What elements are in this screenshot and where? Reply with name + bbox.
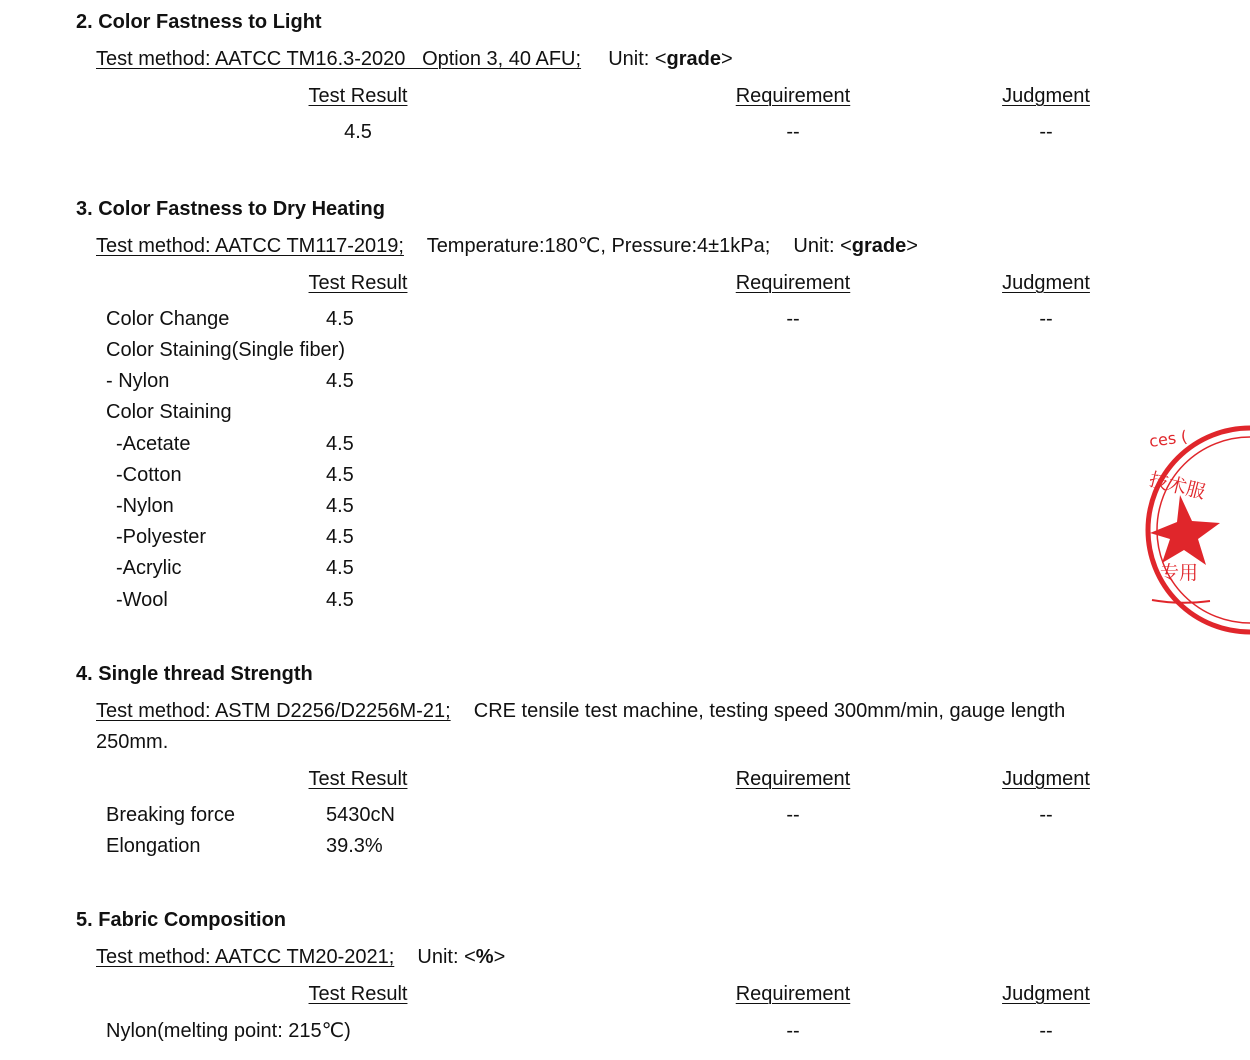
row-breaking-force-result: 5430cN	[326, 804, 395, 826]
row-acrylic-result: 4.5	[326, 557, 354, 579]
section-5-heading: 5. Fabric Composition	[76, 909, 287, 931]
section-5-unit-value: %	[475, 946, 494, 968]
stamp-text-top: ces (	[1147, 426, 1189, 451]
red-seal-stamp-icon	[1100, 405, 1250, 655]
row-acetate-label: -Acetate	[116, 433, 191, 455]
row-nylon-result: 4.5	[326, 495, 354, 517]
section-3-heading: 3. Color Fastness to Dry Heating	[76, 198, 385, 220]
section-3-unit-suffix: >	[906, 235, 918, 257]
row-nylon-composition-judgment: --	[1039, 1020, 1053, 1042]
section-4-conditions-cont: 250mm.	[96, 731, 169, 753]
section-3-conditions: Temperature:180℃, Pressure:4±1kPa;	[426, 235, 771, 257]
row-cotton-label: -Cotton	[116, 464, 182, 486]
row-breaking-force-judgment: --	[1039, 804, 1053, 826]
section-3-method-line	[96, 234, 918, 258]
section-2-result-value: 4.5	[344, 121, 372, 143]
section-2-judgment-value: --	[1039, 121, 1053, 143]
section-3-unit-prefix: Unit: <	[793, 235, 852, 257]
section-5-method: Test method: AATCC TM20-2021;	[96, 946, 395, 968]
row-acrylic-label: -Acrylic	[116, 557, 182, 579]
row-color-change-label: Color Change	[106, 308, 230, 330]
row-polyester-result: 4.5	[326, 526, 354, 548]
section-3-col-test-result: Test Result	[308, 272, 408, 294]
row-breaking-force-requirement: --	[786, 804, 800, 826]
row-nylon-single-result: 4.5	[326, 370, 354, 392]
section-5-col-requirement: Requirement	[735, 983, 851, 1005]
row-staining-label: Color Staining	[106, 401, 232, 423]
row-color-change-judgment: --	[1039, 308, 1053, 330]
row-nylon-single-label: - Nylon	[106, 370, 170, 392]
row-polyester-label: -Polyester	[116, 526, 207, 548]
section-4-method-line	[96, 699, 1065, 723]
section-4-method: Test method: ASTM D2256/D2256M-21;	[96, 700, 451, 722]
row-wool-label: -Wool	[116, 589, 168, 611]
row-acetate-result: 4.5	[326, 433, 354, 455]
stamp-text-mid: 技术服	[1146, 468, 1208, 504]
row-wool-result: 4.5	[326, 589, 354, 611]
row-color-change-requirement: --	[786, 308, 800, 330]
section-4-conditions: CRE tensile test machine, testing speed 300mm/min, gauge length	[473, 700, 1066, 722]
section-3-col-judgment: Judgment	[1002, 272, 1090, 294]
section-2-col-requirement: Requirement	[735, 85, 851, 107]
row-elongation-result: 39.3%	[326, 835, 383, 857]
row-cotton-result: 4.5	[326, 464, 354, 486]
row-breaking-force-label: Breaking force	[106, 804, 235, 826]
row-color-change-result: 4.5	[326, 308, 354, 330]
row-nylon-composition-requirement: --	[786, 1020, 800, 1042]
section-2-requirement-value: --	[786, 121, 800, 143]
section-2-unit-suffix: >	[721, 48, 733, 70]
section-3-unit-value: grade	[851, 235, 907, 257]
section-4-col-test-result: Test Result	[308, 768, 408, 790]
row-nylon-composition-label: Nylon(melting point: 215℃)	[106, 1020, 351, 1042]
section-3-method: Test method: AATCC TM117-2019;	[96, 235, 404, 257]
section-5-unit-prefix: Unit: <	[417, 946, 476, 968]
section-4-col-requirement: Requirement	[735, 768, 851, 790]
section-5-method-line	[96, 945, 505, 969]
section-4-heading: 4. Single thread Strength	[76, 663, 313, 685]
section-2-method-line	[96, 47, 733, 71]
row-staining-single-label: Color Staining(Single fiber)	[106, 339, 346, 361]
section-5-col-test-result: Test Result	[308, 983, 408, 1005]
row-nylon-label: -Nylon	[116, 495, 174, 517]
section-5-unit-suffix: >	[493, 946, 506, 968]
section-2-unit-prefix: Unit: <	[608, 48, 667, 70]
section-2-unit-value: grade	[666, 48, 722, 70]
row-elongation-label: Elongation	[106, 835, 201, 857]
section-2-heading: 2. Color Fastness to Light	[76, 11, 322, 33]
section-4-col-judgment: Judgment	[1002, 768, 1090, 790]
section-5-col-judgment: Judgment	[1002, 983, 1090, 1005]
section-2-method: Test method: AATCC TM16.3-2020 Option 3, 40 AFU;	[96, 48, 582, 70]
section-3-col-requirement: Requirement	[735, 272, 851, 294]
section-2-col-judgment: Judgment	[1002, 85, 1090, 107]
section-2-col-test-result: Test Result	[308, 85, 408, 107]
stamp-text-low: 专用	[1160, 562, 1199, 584]
